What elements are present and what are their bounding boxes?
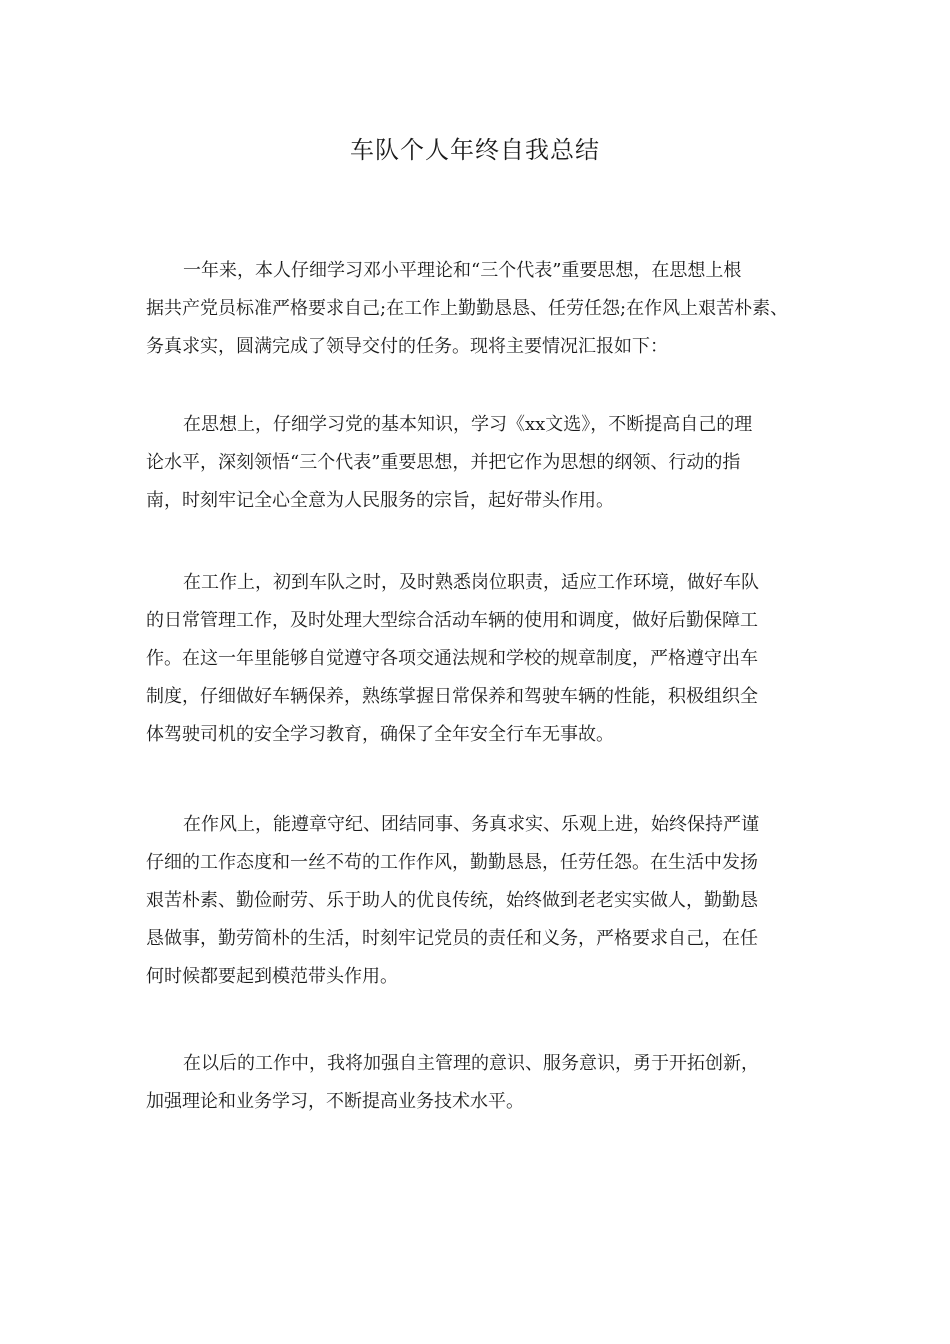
paragraph-line: 体驾驶司机的安全学习教育，确保了全年安全行车无事故。 (146, 724, 614, 745)
paragraph-line: 在工作上，初到车队之时，及时熟悉岗位职责，适应工作环境，做好车队 (183, 572, 759, 593)
paragraph-line: 南，时刻牢记全心全意为人民服务的宗旨，起好带头作用。 (146, 490, 614, 511)
paragraph-future (146, 1045, 822, 1121)
paragraph-line: 艰苦朴素、勤俭耐劳、乐于助人的优良传统，始终做到老老实实做人，勤勤恳 (146, 890, 758, 911)
paragraph-line: 在作风上，能遵章守纪、团结同事、务真求实、乐观上进，始终保持严谨 (183, 814, 759, 835)
paragraph-line: 的日常管理工作，及时处理大型综合活动车辆的使用和调度，做好后勤保障工 (146, 610, 758, 631)
paragraph-line: 据共产党员标准严格要求自己;在工作上勤勤恳恳、任劳任怨;在作风上艰苦朴素、 (146, 298, 789, 319)
paragraph-line: 制度，仔细做好车辆保养，熟练掌握日常保养和驾驶车辆的性能，积极组织全 (146, 686, 758, 707)
paragraph-line: 作。在这一年里能够自觉遵守各项交通法规和学校的规章制度，严格遵守出车 (146, 648, 758, 669)
paragraph-thought (146, 406, 822, 520)
paragraph-intro (146, 252, 822, 366)
paragraph-line: 仔细的工作态度和一丝不苟的工作作风，勤勤恳恳，任劳任怨。在生活中发扬 (146, 852, 758, 873)
paragraph-line: 在以后的工作中，我将加强自主管理的意识、服务意识，勇于开拓创新， (183, 1053, 759, 1074)
paragraph-work (146, 564, 822, 754)
document-title: 车队个人年终自我总结 (350, 136, 600, 164)
paragraph-style (146, 806, 822, 996)
paragraph-line: 恳做事，勤劳简朴的生活，时刻牢记党员的责任和义务，严格要求自己，在任 (146, 928, 758, 949)
paragraph-line: 论水平，深刻领悟“三个代表”重要思想，并把它作为思想的纲领、行动的指 (146, 452, 741, 473)
paragraph-line: 加强理论和业务学习，不断提高业务技术水平。 (146, 1091, 524, 1112)
paragraph-line: 在思想上，仔细学习党的基本知识，学习《xx文选》，不断提高自己的理 (183, 414, 753, 435)
paragraph-line: 何时候都要起到模范带头作用。 (146, 966, 398, 987)
paragraph-line: 一年来，本人仔细学习邓小平理论和“三个代表”重要思想，在思想上根 (183, 260, 742, 281)
paragraph-line: 务真求实，圆满完成了领导交付的任务。现将主要情况汇报如下： (146, 336, 668, 357)
